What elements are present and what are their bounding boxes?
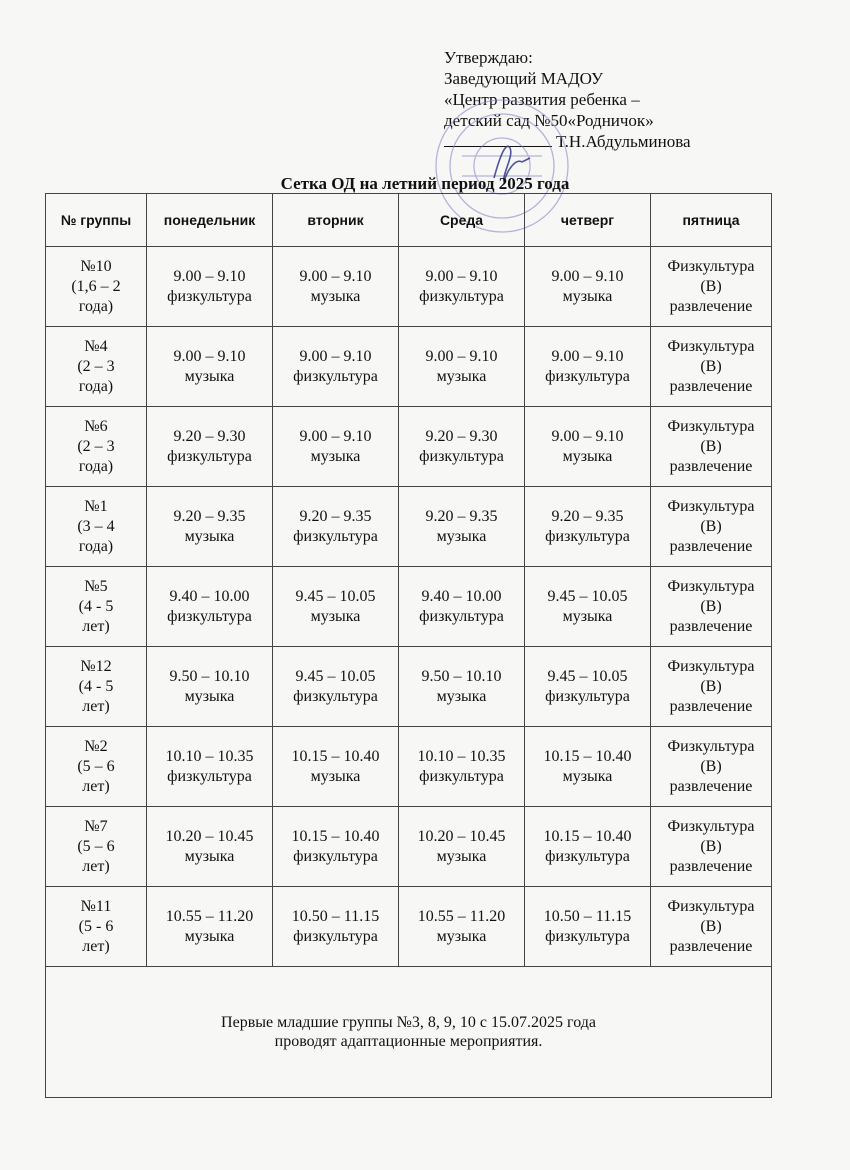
approval-line-3: «Центр развития ребенка – xyxy=(444,90,640,109)
friday-activity-line: (В) xyxy=(700,437,722,455)
table-row xyxy=(46,647,772,727)
wednesday-cell xyxy=(399,247,525,327)
friday-activity-line: развлечение xyxy=(669,457,753,475)
activity-label: физкультура xyxy=(545,527,630,545)
group-label-line: (5 - 6 xyxy=(78,917,114,935)
activity-label: музыка xyxy=(562,447,613,465)
friday-activity-line: Физкультура xyxy=(667,897,755,915)
activity-label: музыка xyxy=(184,687,235,705)
thursday-cell xyxy=(525,567,651,647)
activity-label: музыка xyxy=(184,367,235,385)
group-label-line: (2 – 3 xyxy=(77,357,115,375)
wednesday-cell xyxy=(399,487,525,567)
activity-label: физкультура xyxy=(293,927,378,945)
activity-label: физкультура xyxy=(545,847,630,865)
activity-label: физкультура xyxy=(419,287,504,305)
time-slot: 10.50 – 11.15 xyxy=(291,907,380,925)
table-row xyxy=(46,567,772,647)
time-slot: 9.00 – 9.10 xyxy=(551,267,624,285)
schedule-table xyxy=(45,193,772,1098)
activity-label: физкультура xyxy=(419,447,504,465)
table-row xyxy=(46,247,772,327)
wednesday-cell xyxy=(399,567,525,647)
group-label-line: №6 xyxy=(84,417,108,435)
tuesday-cell xyxy=(273,647,399,727)
friday-activity-line: Физкультура xyxy=(667,417,755,435)
wednesday-cell xyxy=(399,407,525,487)
time-slot: 9.20 – 9.35 xyxy=(173,507,246,525)
activity-label: музыка xyxy=(310,447,361,465)
group-label-line: (5 – 6 xyxy=(77,757,115,775)
time-slot: 9.50 – 10.10 xyxy=(169,667,250,685)
activity-label: музыка xyxy=(184,847,235,865)
activity-label: музыка xyxy=(310,767,361,785)
friday-activity-line: (В) xyxy=(700,677,722,695)
activity-label: музыка xyxy=(184,927,235,945)
activity-label: физкультура xyxy=(545,927,630,945)
group-label-line: (2 – 3 xyxy=(77,437,115,455)
group-label-line: №2 xyxy=(84,737,108,755)
time-slot: 10.15 – 10.40 xyxy=(291,827,380,845)
activity-label: физкультура xyxy=(167,767,252,785)
group-label-line: (5 – 6 xyxy=(77,837,115,855)
header-row xyxy=(46,194,772,247)
thursday-cell xyxy=(525,807,651,887)
time-slot: 10.20 – 10.45 xyxy=(417,827,506,845)
group-cell xyxy=(46,727,147,807)
thursday-cell xyxy=(525,487,651,567)
table-row xyxy=(46,887,772,967)
header-thursday: четверг xyxy=(525,194,651,247)
time-slot: 9.00 – 9.10 xyxy=(551,427,624,445)
group-label-line: лет) xyxy=(82,777,110,795)
tuesday-cell xyxy=(273,567,399,647)
activity-label: музыка xyxy=(436,927,487,945)
activity-label: музыка xyxy=(436,687,487,705)
time-slot: 9.20 – 9.30 xyxy=(425,427,498,445)
group-label-line: №12 xyxy=(80,657,112,675)
time-slot: 10.15 – 10.40 xyxy=(543,747,632,765)
monday-cell xyxy=(147,567,273,647)
activity-label: физкультура xyxy=(167,287,252,305)
approval-line-2: Заведующий МАДОУ xyxy=(444,69,604,88)
friday-activity-line: развлечение xyxy=(669,297,753,315)
activity-label: физкультура xyxy=(293,527,378,545)
time-slot: 9.20 – 9.35 xyxy=(425,507,498,525)
tuesday-cell xyxy=(273,327,399,407)
group-label-line: №11 xyxy=(80,897,112,915)
time-slot: 10.55 – 11.20 xyxy=(417,907,506,925)
thursday-cell xyxy=(525,887,651,967)
tuesday-cell xyxy=(273,727,399,807)
activity-label: физкультура xyxy=(293,367,378,385)
group-label-line: №1 xyxy=(84,497,108,515)
friday-activity-line: (В) xyxy=(700,517,722,535)
wednesday-cell xyxy=(399,327,525,407)
document-title: Сетка ОД на летний период 2025 года xyxy=(280,174,570,193)
time-slot: 10.10 – 10.35 xyxy=(417,747,506,765)
header-tuesday: вторник xyxy=(273,194,399,247)
table-row xyxy=(46,327,772,407)
wednesday-cell xyxy=(399,807,525,887)
group-label-line: (4 - 5 xyxy=(78,597,114,615)
signature-underline xyxy=(444,132,552,147)
approval-block xyxy=(444,47,744,152)
activity-label: физкультура xyxy=(167,607,252,625)
friday-activity-line: Физкультура xyxy=(667,817,755,835)
activity-label: музыка xyxy=(310,607,361,625)
monday-cell xyxy=(147,327,273,407)
activity-label: физкультура xyxy=(419,607,504,625)
time-slot: 9.20 – 9.35 xyxy=(551,507,624,525)
time-slot: 9.50 – 10.10 xyxy=(421,667,502,685)
signature-name: Т.Н.Абдульминова xyxy=(556,132,691,151)
friday-activity-line: Физкультура xyxy=(667,497,755,515)
friday-cell xyxy=(651,807,772,887)
monday-cell xyxy=(147,247,273,327)
time-slot: 9.45 – 10.05 xyxy=(547,587,628,605)
time-slot: 10.55 – 11.20 xyxy=(165,907,254,925)
time-slot: 9.00 – 9.10 xyxy=(425,267,498,285)
time-slot: 9.00 – 9.10 xyxy=(425,347,498,365)
wednesday-cell xyxy=(399,887,525,967)
time-slot: 9.20 – 9.30 xyxy=(173,427,246,445)
friday-activity-line: Физкультура xyxy=(667,257,755,275)
time-slot: 10.15 – 10.40 xyxy=(543,827,632,845)
tuesday-cell xyxy=(273,407,399,487)
friday-activity-line: (В) xyxy=(700,277,722,295)
time-slot: 10.15 – 10.40 xyxy=(291,747,380,765)
time-slot: 9.00 – 9.10 xyxy=(299,347,372,365)
friday-activity-line: развлечение xyxy=(669,937,753,955)
friday-activity-line: (В) xyxy=(700,837,722,855)
group-label-line: (4 - 5 xyxy=(78,677,114,695)
tuesday-cell xyxy=(273,807,399,887)
time-slot: 9.45 – 10.05 xyxy=(295,587,376,605)
group-cell xyxy=(46,647,147,727)
group-label-line: года) xyxy=(78,297,114,315)
group-label-line: (1,6 – 2 xyxy=(71,277,121,295)
activity-label: музыка xyxy=(310,287,361,305)
activity-label: музыка xyxy=(562,767,613,785)
time-slot: 9.45 – 10.05 xyxy=(295,667,376,685)
friday-cell xyxy=(651,407,772,487)
time-slot: 10.10 – 10.35 xyxy=(165,747,254,765)
table-row xyxy=(46,407,772,487)
activity-label: физкультура xyxy=(293,847,378,865)
time-slot: 9.00 – 9.10 xyxy=(173,347,246,365)
monday-cell xyxy=(147,727,273,807)
time-slot: 9.45 – 10.05 xyxy=(547,667,628,685)
friday-cell xyxy=(651,247,772,327)
note-line-1: Первые младшие группы №3, 8, 9, 10 с 15.07.2025 года xyxy=(221,1014,596,1031)
activity-label: музыка xyxy=(436,527,487,545)
table-row xyxy=(46,487,772,567)
friday-cell xyxy=(651,487,772,567)
friday-activity-line: развлечение xyxy=(669,617,753,635)
friday-activity-line: развлечение xyxy=(669,537,753,555)
time-slot: 9.00 – 9.10 xyxy=(173,267,246,285)
friday-activity-line: Физкультура xyxy=(667,577,755,595)
group-label-line: №10 xyxy=(80,257,112,275)
time-slot: 9.00 – 9.10 xyxy=(299,267,372,285)
time-slot: 10.20 – 10.45 xyxy=(165,827,254,845)
time-slot: 9.20 – 9.35 xyxy=(299,507,372,525)
group-cell xyxy=(46,807,147,887)
friday-activity-line: Физкультура xyxy=(667,737,755,755)
thursday-cell xyxy=(525,247,651,327)
note-cell xyxy=(46,967,772,1098)
tuesday-cell xyxy=(273,487,399,567)
time-slot: 9.00 – 9.10 xyxy=(299,427,372,445)
friday-activity-line: развлечение xyxy=(669,777,753,795)
wednesday-cell xyxy=(399,727,525,807)
friday-activity-line: развлечение xyxy=(669,377,753,395)
time-slot: 9.40 – 10.00 xyxy=(169,587,250,605)
friday-activity-line: (В) xyxy=(700,757,722,775)
activity-label: физкультура xyxy=(545,367,630,385)
tuesday-cell xyxy=(273,887,399,967)
table-row xyxy=(46,807,772,887)
friday-cell xyxy=(651,887,772,967)
table-row xyxy=(46,727,772,807)
friday-cell xyxy=(651,727,772,807)
group-label-line: лет) xyxy=(82,617,110,635)
group-label-line: №5 xyxy=(84,577,108,595)
activity-label: физкультура xyxy=(293,687,378,705)
thursday-cell xyxy=(525,647,651,727)
tuesday-cell xyxy=(273,247,399,327)
activity-label: физкультура xyxy=(545,687,630,705)
group-cell xyxy=(46,487,147,567)
friday-cell xyxy=(651,567,772,647)
friday-activity-line: (В) xyxy=(700,917,722,935)
activity-label: музыка xyxy=(436,367,487,385)
monday-cell xyxy=(147,807,273,887)
activity-label: музыка xyxy=(562,287,613,305)
friday-cell xyxy=(651,647,772,727)
group-cell xyxy=(46,327,147,407)
friday-activity-line: (В) xyxy=(700,357,722,375)
approval-line-4: детский сад №50«Родничок» xyxy=(444,111,654,130)
monday-cell xyxy=(147,647,273,727)
friday-cell xyxy=(651,327,772,407)
note-row xyxy=(46,967,772,1098)
friday-activity-line: развлечение xyxy=(669,857,753,875)
thursday-cell xyxy=(525,727,651,807)
group-cell xyxy=(46,407,147,487)
monday-cell xyxy=(147,887,273,967)
group-cell xyxy=(46,887,147,967)
monday-cell xyxy=(147,407,273,487)
group-label-line: №7 xyxy=(84,817,108,835)
group-label-line: (3 – 4 xyxy=(77,517,115,535)
header-group: № группы xyxy=(46,194,147,247)
group-label-line: лет) xyxy=(82,697,110,715)
group-label-line: №4 xyxy=(84,337,108,355)
group-label-line: года) xyxy=(78,377,114,395)
wednesday-cell xyxy=(399,647,525,727)
approval-line-1: Утверждаю: xyxy=(444,48,533,67)
header-wednesday: Среда xyxy=(399,194,525,247)
thursday-cell xyxy=(525,327,651,407)
friday-activity-line: Физкультура xyxy=(667,657,755,675)
signature-line xyxy=(444,131,744,152)
group-label-line: года) xyxy=(78,457,114,475)
time-slot: 9.40 – 10.00 xyxy=(421,587,502,605)
activity-label: физкультура xyxy=(419,767,504,785)
activity-label: музыка xyxy=(184,527,235,545)
group-label-line: лет) xyxy=(82,937,110,955)
activity-label: музыка xyxy=(436,847,487,865)
friday-activity-line: Физкультура xyxy=(667,337,755,355)
time-slot: 10.50 – 11.15 xyxy=(543,907,632,925)
activity-label: музыка xyxy=(562,607,613,625)
group-label-line: лет) xyxy=(82,857,110,875)
time-slot: 9.00 – 9.10 xyxy=(551,347,624,365)
activity-label: физкультура xyxy=(167,447,252,465)
group-cell xyxy=(46,567,147,647)
header-monday: понедельник xyxy=(147,194,273,247)
monday-cell xyxy=(147,487,273,567)
header-friday: пятница xyxy=(651,194,772,247)
friday-activity-line: развлечение xyxy=(669,697,753,715)
thursday-cell xyxy=(525,407,651,487)
note-line-2: проводят адаптационные мероприятия. xyxy=(274,1033,543,1050)
friday-activity-line: (В) xyxy=(700,597,722,615)
group-label-line: года) xyxy=(78,537,114,555)
group-cell xyxy=(46,247,147,327)
